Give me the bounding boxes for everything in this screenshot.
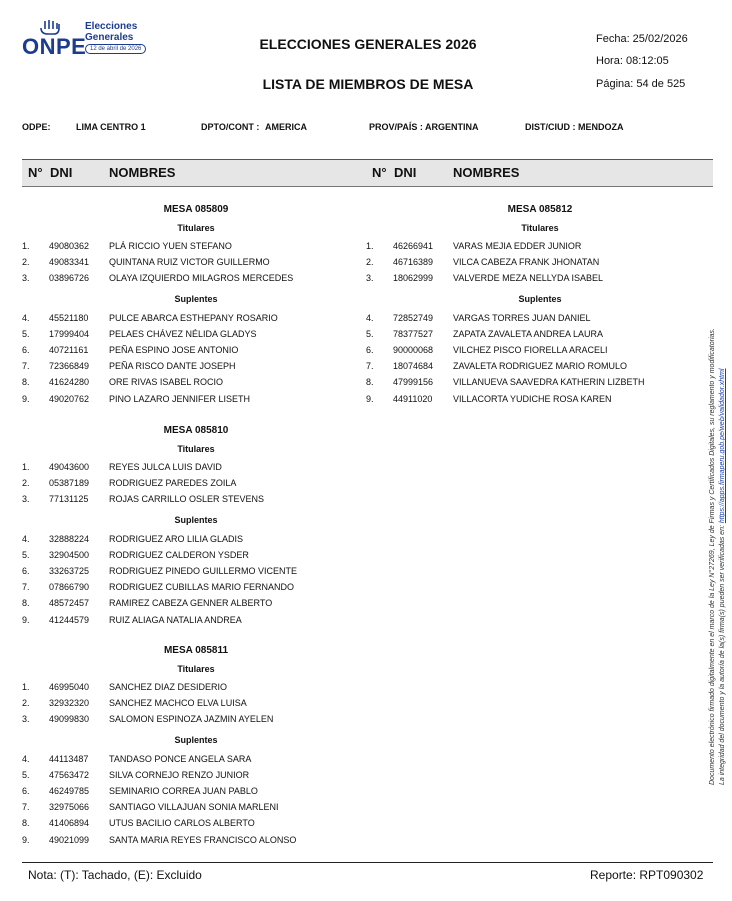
table-row [366,257,696,269]
row-name: SANTA MARIA REYES FRANCISCO ALONSO [109,834,297,845]
mesa-title: MESA 085812 [507,204,573,215]
row-dni: 05387189 [49,478,90,489]
section-titulares: Titulares [177,664,215,674]
table-row [22,802,352,814]
dpto-label: DPTO/CONT : [201,122,260,132]
table-row [22,377,352,389]
row-name: SEMINARIO CORREA JUAN PABLO [109,786,258,796]
row-name: SANTIAGO VILLAJUAN SONIA MARLENI [109,802,279,813]
section-titulares: Titulares [521,223,559,233]
row-number: 7. [22,361,30,372]
table-row [366,329,696,341]
row-dni: 90000068 [393,345,434,355]
dpto-value: AMERICA [265,122,307,132]
mesa-title: MESA 085810 [163,425,229,436]
section-suplentes: Suplentes [174,293,218,304]
table-row [22,754,352,766]
logo-line2: Generales [85,32,134,43]
election-title: ELECCIONES GENERALES 2026 [259,36,477,52]
row-name: UTUS BACILIO CARLOS ALBERTO [109,818,255,829]
row-dni: 41624280 [49,377,90,388]
footer-divider [22,862,713,863]
table-row [22,598,352,610]
table-row [22,478,352,490]
row-dni: 46995040 [49,682,90,692]
row-dni: 49043600 [49,462,90,472]
row-number: 3. [22,714,30,725]
row-name: PULCE ABARCA ESTHEPANY ROSARIO [109,312,278,323]
row-dni: 72366849 [49,361,90,372]
row-name: ZAVALETA RODRIGUEZ MARIO ROMULO [453,361,628,372]
table-row [22,566,352,578]
row-name: REYES JULCA LUIS DAVID [109,462,222,472]
row-dni: 46249785 [49,786,90,796]
row-name: RODRIGUEZ CALDERON YSDER [109,549,249,560]
row-number: 2. [22,698,30,709]
row-name: VILCA CABEZA FRANK JHONATAN [453,257,600,268]
row-dni: 46266941 [393,241,434,251]
row-number: 8. [22,377,30,388]
row-name: SALOMON ESPINOZA JAZMIN AYELEN [109,714,274,725]
row-dni: 32932320 [49,698,90,709]
dist-value: MENDOZA [578,122,624,132]
table-row [22,682,352,694]
row-name: PINO LAZARO JENNIFER LISETH [109,393,251,404]
table-row [366,394,696,406]
odpe-label: ODPE: [22,122,51,132]
section-titulares: Titulares [177,444,215,454]
row-dni: 32975066 [49,802,90,813]
row-dni: 48572457 [49,598,90,609]
row-name: VARAS MEJIA EDDER JUNIOR [453,241,582,251]
row-dni: 18062999 [393,273,434,284]
row-number: 2. [22,478,30,489]
row-dni: 47999156 [393,377,434,388]
row-name: ZAPATA ZAVALETA ANDREA LAURA [453,328,604,339]
row-dni: 78377527 [393,328,434,339]
table-row [22,494,352,506]
row-dni: 41244579 [49,614,90,625]
logo-wordmark: ONPE [22,34,87,59]
row-number: 6. [22,786,30,796]
row-number: 8. [366,377,374,388]
row-number: 4. [22,312,30,323]
date-label: Fecha: 25/02/2026 [596,33,688,45]
row-number: 4. [366,312,374,323]
table-row [22,714,352,726]
row-dni: 49083341 [49,257,90,268]
footer-note: Nota: (T): Tachado, (E): Excluido [28,868,202,882]
logo-date: 12 de abril de 2026 [85,44,146,54]
row-number: 6. [22,345,30,355]
row-name: PEÑA RISCO DANTE JOSEPH [109,361,236,372]
row-name: VILLACORTA YUDICHE ROSA KAREN [453,393,612,404]
table-row [366,241,696,253]
row-dni: 18074684 [393,361,434,372]
side-note-line1: Documento electrónico firmado digitalmente en el marco de la Ley N°27269, Ley de Firmas y Certificados Digitales, su reglamento y modificatorias. [709,328,716,785]
row-number: 5. [22,549,30,560]
table-row [22,273,352,285]
row-dni: 41406894 [49,818,90,829]
page-label: Página: 54 de 525 [596,78,686,90]
table-row [22,361,352,373]
section-suplentes: Suplentes [174,514,218,525]
row-name: RODRIGUEZ ARO LILIA GLADIS [109,533,244,544]
logo-line1: Elecciones [85,21,138,32]
row-name: RODRIGUEZ PAREDES ZOILA [109,478,237,489]
row-dni: 77131125 [49,494,89,505]
table-row [22,462,352,474]
table-row [366,361,696,373]
row-number: 8. [22,818,30,829]
mesa-title: MESA 085811 [163,645,229,656]
section-titulares: Titulares [177,223,215,233]
table-row [22,257,352,269]
row-dni: 46716389 [393,257,434,268]
row-name: RODRIGUEZ CUBILLAS MARIO FERNANDO [109,582,295,593]
row-number: 7. [366,361,374,372]
row-dni: 49099830 [49,714,90,725]
report-id: Reporte: RPT090302 [590,868,704,882]
table-row [22,835,352,847]
row-number: 2. [22,257,30,268]
row-name: TANDASO PONCE ANGELA SARA [109,753,252,764]
row-name: VALVERDE MEZA NELLYDA ISABEL [453,273,604,284]
row-dni: 72852749 [393,312,434,323]
row-name: PELAES CHÁVEZ NÉLIDA GLADYS [109,328,257,339]
col-num: N° [28,165,43,180]
table-row [366,345,696,357]
table-row [366,377,696,389]
row-number: 7. [22,802,30,813]
row-name: SANCHEZ MACHCO ELVA LUISA [109,698,247,709]
row-dni: 44911020 [393,393,433,404]
col-num-right: N° [372,165,387,180]
row-name: VARGAS TORRES JUAN DANIEL [453,312,591,323]
row-dni: 45521180 [49,312,89,323]
row-dni: 17999404 [49,328,90,339]
table-row [22,534,352,546]
table-row [22,394,352,406]
table-row [22,698,352,710]
validator-link[interactable]: https://apps.firmaperu.gob.pe/web/validador.xhtml [719,368,726,524]
row-number: 3. [22,494,30,505]
row-number: 4. [22,753,30,764]
row-dni: 49021099 [49,834,90,845]
row-number: 9. [22,834,30,845]
table-row [22,818,352,830]
table-row [22,786,352,798]
row-number: 9. [366,393,374,404]
row-number: 8. [22,598,30,609]
row-dni: 32904500 [49,549,90,560]
col-names: NOMBRES [109,165,176,180]
row-name: PEÑA ESPINO JOSE ANTONIO [109,345,239,355]
digital-signature-note [700,290,726,800]
row-number: 6. [366,345,374,355]
row-name: RODRIGUEZ PINEDO GUILLERMO VICENTE [109,566,298,576]
row-number: 7. [22,582,30,593]
row-number: 5. [366,328,374,339]
time-label: Hora: 08:12:05 [596,55,669,67]
row-number: 1. [366,241,374,251]
prov-label: PROV/PAÍS : ARGENTINA [369,122,479,132]
col-dni: DNI [50,165,73,180]
row-name: SANCHEZ DIAZ DESIDERIO [109,682,228,692]
table-row [22,550,352,562]
row-number: 2. [366,257,374,268]
row-dni: 49080362 [49,241,90,251]
row-name: RUIZ ALIAGA NATALIA ANDREA [109,614,242,625]
document-title: LISTA DE MIEMBROS DE MESA [262,76,474,92]
section-suplentes: Suplentes [174,734,218,745]
row-number: 5. [22,328,30,339]
row-name: PLÁ RICCIO YUEN STEFANO [109,241,232,251]
row-number: 9. [22,614,30,625]
row-dni: 03896726 [49,273,90,284]
row-name: RAMIREZ CABEZA GENNER ALBERTO [109,598,273,609]
row-number: 5. [22,769,30,780]
section-suplentes: Suplentes [518,293,562,304]
table-row [22,770,352,782]
table-row [366,273,696,285]
row-number: 1. [22,682,30,692]
side-note-text: La integridad del documento y la autoría de la(s) firma(s) pueden ser verificadas en: [719,525,726,785]
mesa-title: MESA 085809 [163,204,229,215]
table-row [22,313,352,325]
table-row [22,615,352,627]
row-dni: 40721161 [49,345,89,355]
row-name: VILCHEZ PISCO FIORELLA ARACELI [453,345,608,355]
col-names-right: NOMBRES [453,165,520,180]
table-row [22,345,352,357]
table-row [22,241,352,253]
row-number: 3. [366,273,374,284]
table-row [22,329,352,341]
row-dni: 47563472 [49,769,90,780]
table-row [366,313,696,325]
row-number: 9. [22,393,30,404]
row-number: 1. [22,462,30,472]
row-dni: 32888224 [49,533,90,544]
row-name: ROJAS CARRILLO OSLER STEVENS [109,494,265,505]
row-name: OLAYA IZQUIERDO MILAGROS MERCEDES [109,273,294,284]
row-name: QUINTANA RUIZ VICTOR GUILLERMO [109,257,270,268]
col-dni-right: DNI [394,165,417,180]
row-name: SILVA CORNEJO RENZO JUNIOR [109,769,250,780]
odpe-value: LIMA CENTRO 1 [76,122,146,132]
row-number: 1. [22,241,30,251]
row-dni: 49020762 [49,393,90,404]
row-number: 3. [22,273,30,284]
row-name: VILLANUEVA SAAVEDRA KATHERIN LIZBETH [453,377,645,388]
row-dni: 07866790 [49,582,90,593]
table-row [22,582,352,594]
row-number: 6. [22,566,30,576]
row-dni: 33263725 [49,566,90,576]
row-dni: 44113487 [49,753,89,764]
dist-label: DIST/CIUD : [525,122,576,132]
row-name: ORE RIVAS ISABEL ROCIO [109,377,224,388]
side-note-line2 [718,285,728,785]
row-number: 4. [22,533,30,544]
